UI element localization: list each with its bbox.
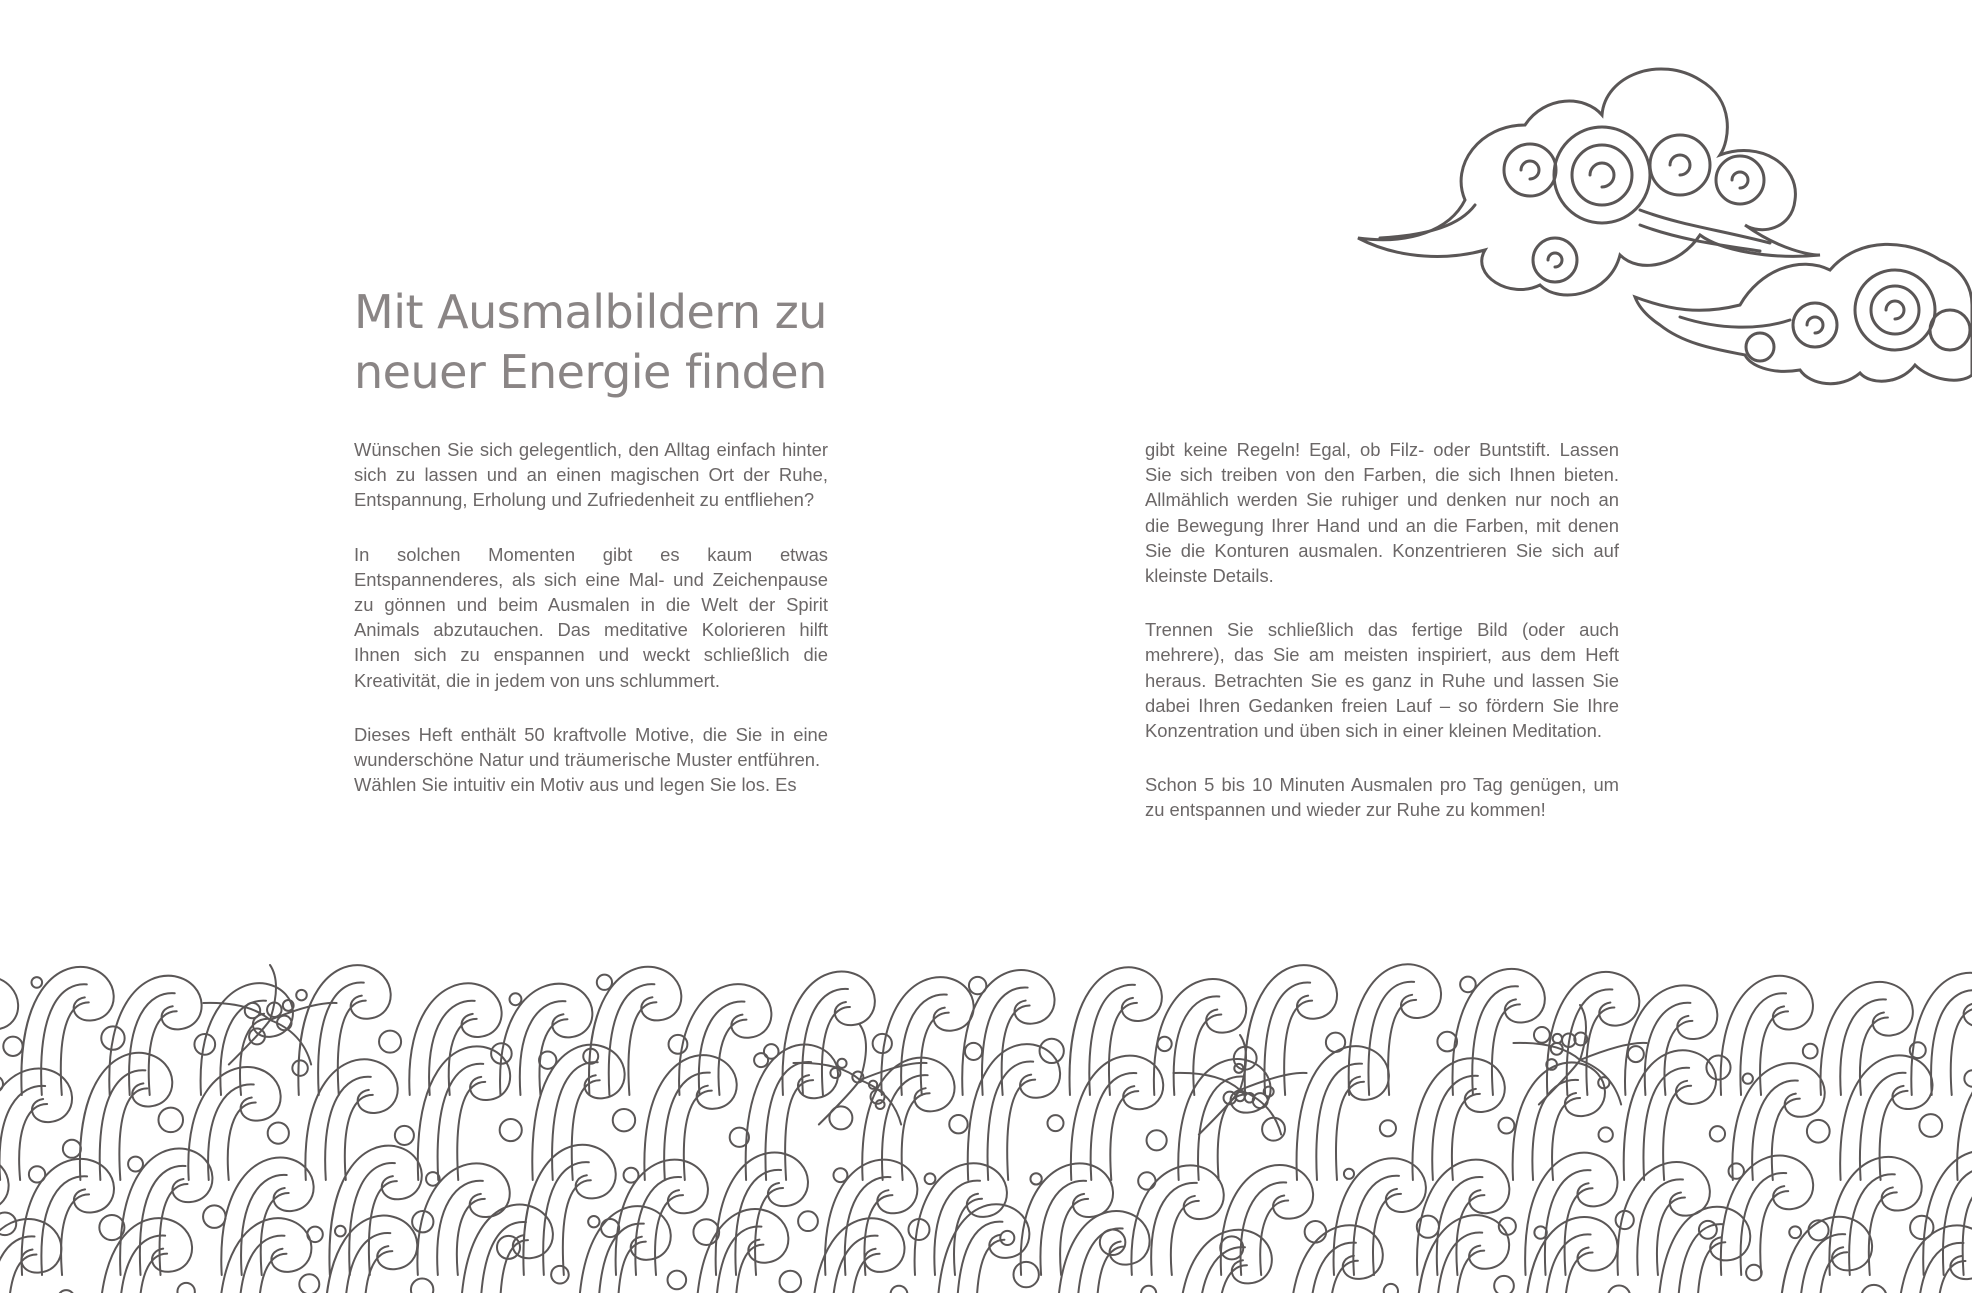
wave-pattern: [0, 940, 1972, 1293]
paragraph: Dieses Heft enthält 50 kraftvolle Motive, die Sie in eine wunderschöne Natur und träumerische Muster entführen.: [354, 723, 828, 771]
paragraph: Schon 5 bis 10 Minuten Ausmalen pro Tag genügen, um zu entspannen und wieder zur Ruhe zu kommen!: [1145, 774, 1619, 821]
title-line-1: Mit Ausmalbildern zu: [354, 285, 827, 339]
paragraph: gibt keine Regeln! Egal, ob Filz- oder Buntstift. Lassen Sie sich treiben von den Farben, die sich Ihnen bieten. Allmählich werden Sie ruhiger und denken nur noch an die Bewegung Ihrer Hand und an die Farben, mit denen Sie die Konturen ausmalen. Konzentrieren Sie sich auf kleinste Details.: [1145, 439, 1619, 587]
paragraph: Trennen Sie schließlich das fertige Bild (oder auch mehrere), das Sie am meisten inspiriert, aus dem Heft heraus. Betrachten Sie es ganz in Ruhe und lassen Sie dabei Ihren Gedanken freien Lauf – so fördern Sie Ihre Konzentration und üben sich in einer kleinen Meditation.: [1145, 619, 1619, 742]
title-line-2: neuer Energie finden: [354, 345, 827, 399]
right-text-column: [1145, 437, 1619, 852]
left-text-column: [354, 437, 828, 826]
cloud-ornament: [1340, 55, 1972, 427]
page-title: [354, 282, 914, 402]
paragraph: In solchen Momenten gibt es kaum etwas Entspannenderes, als sich eine Mal- und Zeichenpause zu gönnen und beim Ausmalen in die Welt der Spirit Animals abzutauchen. Das meditative Kolorieren hilft Ihnen sich zu enspannen und weckt schließlich die Kreativität, die in jedem von uns schlummert.: [354, 543, 828, 691]
paragraph: Wählen Sie intuitiv ein Motiv aus und legen Sie los. Es: [354, 774, 797, 796]
paragraph: Wünschen Sie sich gelegentlich, den Alltag einfach hinter sich zu lassen und an einen magischen Ort der Ruhe, Entspannung, Erholung und Zufriedenheit zu entfliehen?: [354, 439, 828, 511]
